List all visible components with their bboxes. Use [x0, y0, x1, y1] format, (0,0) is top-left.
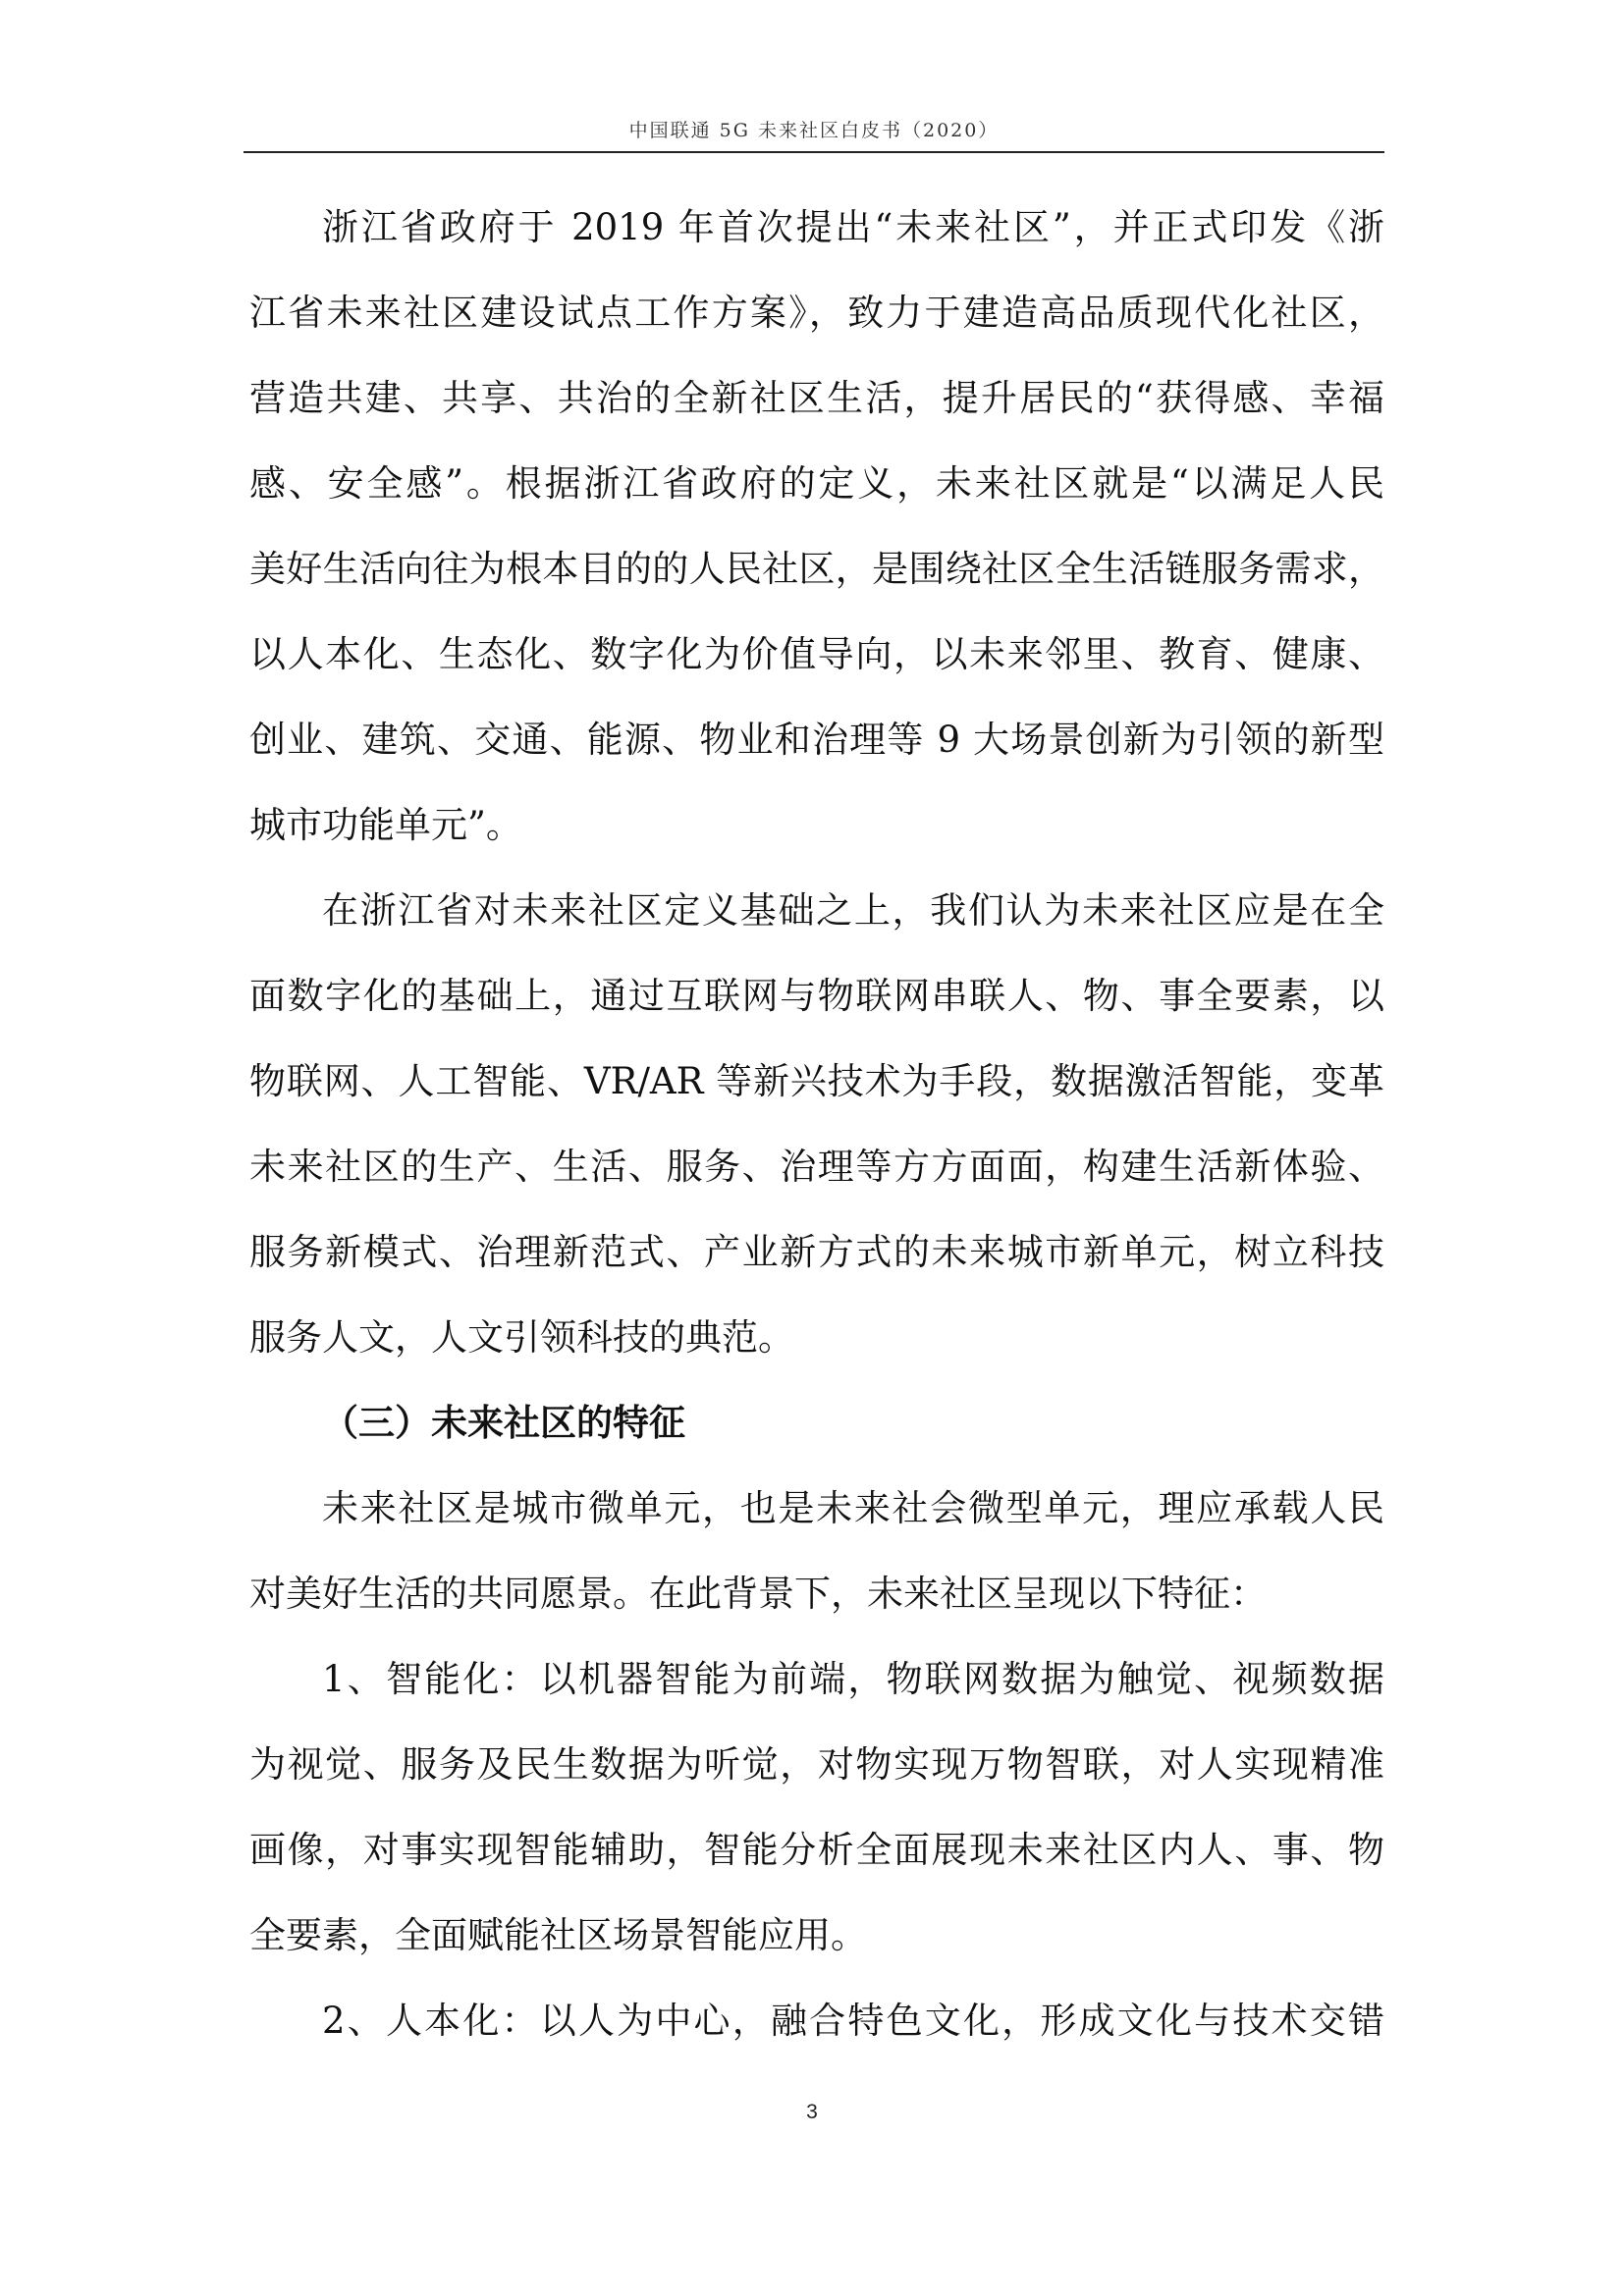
paragraph-5-line-1: 2、人本化：以人为中心，融合特色文化，形成文化与技术交错	[322, 2000, 1384, 2042]
paragraph-2-line-3: 物联网、人工智能、VR/AR 等新兴技术为手段，数据激活智能，变革	[249, 1060, 1384, 1102]
paragraph-1-line-5: 美好生活向往为根本目的的人民社区，是围绕社区全生活链服务需求，	[249, 548, 1384, 590]
paragraph-2-line-4: 未来社区的生产、生活、服务、治理等方方面面，构建生活新体验、	[249, 1146, 1384, 1188]
paragraph-2-line-1: 在浙江省对未来社区定义基础之上，我们认为未来社区应是在全	[322, 889, 1384, 932]
header-title: 中国联通 5G 未来社区白皮书（2020）	[628, 120, 1000, 141]
paragraph-4-line-4: 全要素，全面赋能社区场景智能应用。	[249, 1914, 867, 1956]
paragraph-1-line-2: 江省未来社区建设试点工作方案》，致力于建造高品质现代化社区，	[249, 292, 1384, 334]
section-heading: （三）未来社区的特征	[322, 1402, 685, 1444]
paragraph-3-line-2: 对美好生活的共同愿景。在此背景下，未来社区呈现以下特征：	[249, 1573, 1267, 1615]
paragraph-1-line-1: 浙江省政府于 2019 年首次提出“未来社区”，并正式印发《浙	[322, 206, 1384, 248]
paragraph-4-line-1: 1、智能化：以机器智能为前端，物联网数据为触觉、视频数据	[322, 1658, 1384, 1700]
paragraph-1-line-8: 城市功能单元”。	[249, 804, 522, 846]
paragraph-1-line-7: 创业、建筑、交通、能源、物业和治理等 9 大场景创新为引领的新型	[249, 719, 1384, 761]
paragraph-1-line-3: 营造共建、共享、共治的全新社区生活，提升居民的“获得感、幸福	[249, 377, 1384, 419]
paragraph-4-line-2: 为视觉、服务及民生数据为听觉，对物实现万物智联，对人实现精准	[249, 1743, 1384, 1786]
paragraph-2-line-2: 面数字化的基础上，通过互联网与物联网串联人、物、事全要素，以	[249, 975, 1384, 1017]
page-header	[244, 110, 1384, 153]
paragraph-3-line-1: 未来社区是城市微单元，也是未来社会微型单元，理应承载人民	[322, 1487, 1384, 1529]
paragraph-1-line-6: 以人本化、生态化、数字化为价值导向，以未来邻里、教育、健康、	[249, 633, 1384, 675]
paragraph-1-line-4: 感、安全感”。根据浙江省政府的定义，未来社区就是“以满足人民	[249, 462, 1384, 505]
paragraph-4-line-3: 画像，对事实现智能辅助，智能分析全面展现未来社区内人、事、物	[249, 1829, 1384, 1871]
paragraph-2-line-6: 服务人文，人文引领科技的典范。	[249, 1316, 794, 1359]
paragraph-2-line-5: 服务新模式、治理新范式、产业新方式的未来城市新单元，树立科技	[249, 1231, 1384, 1273]
page-number: 3	[806, 2101, 818, 2123]
